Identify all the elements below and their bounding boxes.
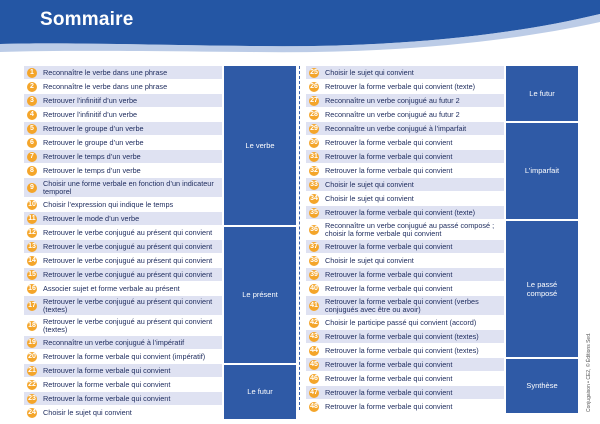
- toc-row[interactable]: [306, 66, 504, 79]
- exercise-title: Retrouver le verbe conjugué au présent qui convient: [43, 241, 213, 251]
- exercise-title: Retrouver la forme verbale qui convient: [43, 393, 171, 403]
- exercise-number: 7: [27, 152, 37, 162]
- exercise-number: 38: [310, 257, 318, 264]
- exercise-number: 26: [310, 83, 318, 90]
- toc-row[interactable]: [306, 330, 504, 343]
- exercise-title: Reconnaître le verbe dans une phrase: [43, 81, 168, 91]
- toc-row[interactable]: [24, 212, 222, 225]
- exercise-title: Choisir le sujet qui convient: [325, 255, 414, 265]
- exercise-title: Associer sujet et forme verbale au présent: [43, 283, 180, 293]
- exercise-number: 17: [28, 302, 36, 309]
- exercise-number: 14: [28, 257, 36, 264]
- exercise-number: 19: [28, 339, 36, 346]
- toc-row[interactable]: [24, 392, 222, 405]
- exercise-number: 33: [310, 181, 318, 188]
- exercise-title: Retrouver la forme verbale qui convient: [325, 401, 453, 411]
- left-table-of-contents: [24, 66, 296, 417]
- exercise-number: 34: [310, 195, 318, 202]
- exercise-title: Retrouver le temps d’un verbe: [43, 151, 141, 161]
- toc-row[interactable]: [24, 198, 222, 211]
- toc-row[interactable]: [306, 136, 504, 149]
- exercise-title: Reconnaître un verbe conjugué au futur 2: [325, 109, 460, 119]
- toc-row[interactable]: [24, 350, 222, 363]
- exercise-number: 9: [27, 183, 37, 193]
- toc-row[interactable]: [24, 164, 222, 177]
- exercise-title: Choisir le sujet qui convient: [325, 179, 414, 189]
- toc-row[interactable]: [306, 358, 504, 371]
- exercise-number: 6: [27, 138, 37, 148]
- exercise-number: 47: [310, 389, 318, 396]
- exercise-number: 2: [27, 82, 37, 92]
- toc-row[interactable]: [306, 164, 504, 177]
- exercise-title: Retrouver le verbe conjugué au présent qui convient (textes): [43, 296, 213, 314]
- toc-row[interactable]: [306, 400, 504, 413]
- exercise-title: Retrouver le verbe conjugué au présent qui convient: [43, 255, 213, 265]
- exercise-number: 36: [310, 226, 318, 233]
- exercise-title: Choisir le sujet qui convient: [325, 67, 414, 77]
- exercise-number: 45: [310, 361, 318, 368]
- exercise-number: 25: [310, 69, 318, 76]
- toc-row[interactable]: [24, 268, 222, 281]
- exercise-title: Retrouver la forme verbale qui convient: [43, 365, 171, 375]
- exercise-title: Retrouver la forme verbale qui convient: [325, 283, 453, 293]
- toc-row[interactable]: [24, 254, 222, 267]
- exercise-number: 29: [310, 125, 318, 132]
- exercise-number: 39: [310, 271, 318, 278]
- category-label: L’imparfait: [506, 123, 578, 219]
- category-label: Le futur: [224, 365, 296, 419]
- toc-row[interactable]: [24, 378, 222, 391]
- exercise-title: Retrouver la forme verbale qui convient: [325, 373, 453, 383]
- page-title: Sommaire: [40, 9, 134, 30]
- toc-row[interactable]: [306, 268, 504, 281]
- exercise-title: Retrouver l’infinitif d’un verbe: [43, 95, 138, 105]
- column-divider: [299, 66, 300, 410]
- toc-row[interactable]: [306, 122, 504, 135]
- toc-row[interactable]: [306, 150, 504, 163]
- category-label: Le présent: [224, 227, 296, 363]
- exercise-title: Retrouver le temps d’un verbe: [43, 165, 141, 175]
- exercise-number: 20: [28, 353, 36, 360]
- toc-row[interactable]: [24, 282, 222, 295]
- exercise-title: Retrouver le groupe d’un verbe: [43, 137, 144, 147]
- exercise-title: Retrouver la forme verbale qui convient (texte): [325, 81, 476, 91]
- exercise-title: Reconnaître un verbe conjugué au futur 2: [325, 95, 460, 105]
- exercise-number: 3: [27, 96, 37, 106]
- exercise-number: 21: [28, 367, 36, 374]
- exercise-number: 46: [310, 375, 318, 382]
- exercise-title: Retrouver le verbe conjugué au présent qui convient: [43, 269, 213, 279]
- exercise-number: 22: [28, 381, 36, 388]
- toc-row[interactable]: [24, 94, 222, 107]
- exercise-number: 37: [310, 243, 318, 250]
- exercise-title: Reconnaître un verbe conjugué à l’impératif: [43, 337, 185, 347]
- exercise-number: 31: [310, 153, 318, 160]
- toc-row[interactable]: [306, 386, 504, 399]
- exercise-number: 18: [28, 322, 36, 329]
- exercise-title: Choisir l’expression qui indique le temps: [43, 199, 174, 209]
- exercise-number: 10: [28, 201, 36, 208]
- toc-row[interactable]: [306, 282, 504, 295]
- exercise-title: Retrouver le verbe conjugué au présent qui convient: [43, 227, 213, 237]
- toc-row[interactable]: [306, 296, 504, 315]
- exercise-title: Retrouver la forme verbale qui convient (texte): [325, 207, 476, 217]
- exercise-title: Retrouver la forme verbale qui convient (impératif): [43, 351, 206, 361]
- exercise-title: Reconnaître un verbe conjugué au passé composé ; choisir la forme verbale qui convient: [325, 220, 495, 238]
- exercise-title: Retrouver le verbe conjugué au présent qui convient (textes): [43, 316, 213, 334]
- exercise-number: 1: [27, 68, 37, 78]
- page-header: [0, 0, 600, 60]
- toc-row[interactable]: [24, 336, 222, 349]
- exercise-title: Retrouver la forme verbale qui convient (textes): [325, 345, 479, 355]
- exercise-number: 41: [310, 302, 318, 309]
- exercise-number: 27: [310, 97, 318, 104]
- exercise-number: 43: [310, 333, 318, 340]
- right-table-of-contents: [306, 66, 578, 410]
- exercise-title: Retrouver le mode d’un verbe: [43, 213, 140, 223]
- toc-row[interactable]: [306, 254, 504, 267]
- copyright-credit: Conjugaison • CE2, © Éditions Sed.: [586, 332, 592, 412]
- toc-row[interactable]: [24, 80, 222, 93]
- exercise-number: 23: [28, 395, 36, 402]
- exercise-number: 13: [28, 243, 36, 250]
- toc-row[interactable]: [306, 80, 504, 93]
- exercise-number: 16: [28, 285, 36, 292]
- category-label: Le futur: [506, 66, 578, 121]
- toc-row[interactable]: [306, 372, 504, 385]
- exercise-title: Choisir le sujet qui convient: [43, 407, 132, 417]
- toc-row[interactable]: [306, 178, 504, 191]
- toc-row[interactable]: [24, 150, 222, 163]
- exercise-title: Retrouver la forme verbale qui convient: [325, 241, 453, 251]
- exercise-number: 40: [310, 285, 318, 292]
- exercise-number: 4: [27, 110, 37, 120]
- exercise-number: 35: [310, 209, 318, 216]
- toc-row[interactable]: [306, 220, 504, 239]
- category-label: Le passé composé: [506, 221, 578, 357]
- exercise-title: Retrouver la forme verbale qui convient (verbes conjugués avec être ou avoir): [325, 296, 479, 314]
- exercise-number: 5: [27, 124, 37, 134]
- exercise-number: 11: [28, 215, 36, 222]
- toc-row[interactable]: [24, 178, 222, 197]
- toc-row[interactable]: [306, 240, 504, 253]
- toc-row[interactable]: [306, 108, 504, 121]
- exercise-title: Choisir une forme verbale en fonction d’un indicateur temporel: [43, 178, 214, 196]
- toc-row[interactable]: [24, 108, 222, 121]
- exercise-title: Reconnaître un verbe conjugué à l’imparfait: [325, 123, 467, 133]
- toc-row[interactable]: [24, 136, 222, 149]
- exercise-title: Retrouver l’infinitif d’un verbe: [43, 109, 138, 119]
- exercise-title: Retrouver la forme verbale qui convient: [325, 137, 453, 147]
- toc-row[interactable]: [24, 226, 222, 239]
- exercise-title: Retrouver la forme verbale qui convient (textes): [325, 331, 479, 341]
- exercise-number: 15: [28, 271, 36, 278]
- exercise-title: Retrouver la forme verbale qui convient: [325, 269, 453, 279]
- toc-row[interactable]: [24, 122, 222, 135]
- exercise-number: 32: [310, 167, 318, 174]
- toc-row[interactable]: [24, 296, 222, 315]
- exercise-number: 30: [310, 139, 318, 146]
- exercise-title: Retrouver la forme verbale qui convient: [325, 359, 453, 369]
- exercise-number: 12: [28, 229, 36, 236]
- category-label: Synthèse: [506, 359, 578, 413]
- toc-row[interactable]: [24, 66, 222, 79]
- toc-row[interactable]: [24, 240, 222, 253]
- toc-row[interactable]: [306, 316, 504, 329]
- exercise-title: Choisir le sujet qui convient: [325, 193, 414, 203]
- exercise-title: Retrouver la forme verbale qui convient: [325, 151, 453, 161]
- exercise-number: 24: [28, 409, 36, 416]
- toc-row[interactable]: [24, 316, 222, 335]
- exercise-number: 8: [27, 166, 37, 176]
- toc-row[interactable]: [24, 406, 222, 419]
- toc-row[interactable]: [306, 344, 504, 357]
- exercise-title: Retrouver le groupe d’un verbe: [43, 123, 144, 133]
- exercise-title: Retrouver la forme verbale qui convient: [325, 387, 453, 397]
- category-label: Le verbe: [224, 66, 296, 225]
- exercise-title: Retrouver la forme verbale qui convient: [43, 379, 171, 389]
- toc-row[interactable]: [306, 192, 504, 205]
- toc-row[interactable]: [306, 206, 504, 219]
- toc-row[interactable]: [24, 364, 222, 377]
- exercise-number: 44: [310, 347, 318, 354]
- exercise-number: 48: [310, 403, 318, 410]
- exercise-title: Retrouver la forme verbale qui convient: [325, 165, 453, 175]
- exercise-number: 42: [310, 319, 318, 326]
- exercise-title: Reconnaître le verbe dans une phrase: [43, 67, 168, 77]
- exercise-title: Choisir le participe passé qui convient (accord): [325, 317, 477, 327]
- toc-row[interactable]: [306, 94, 504, 107]
- exercise-number: 28: [310, 111, 318, 118]
